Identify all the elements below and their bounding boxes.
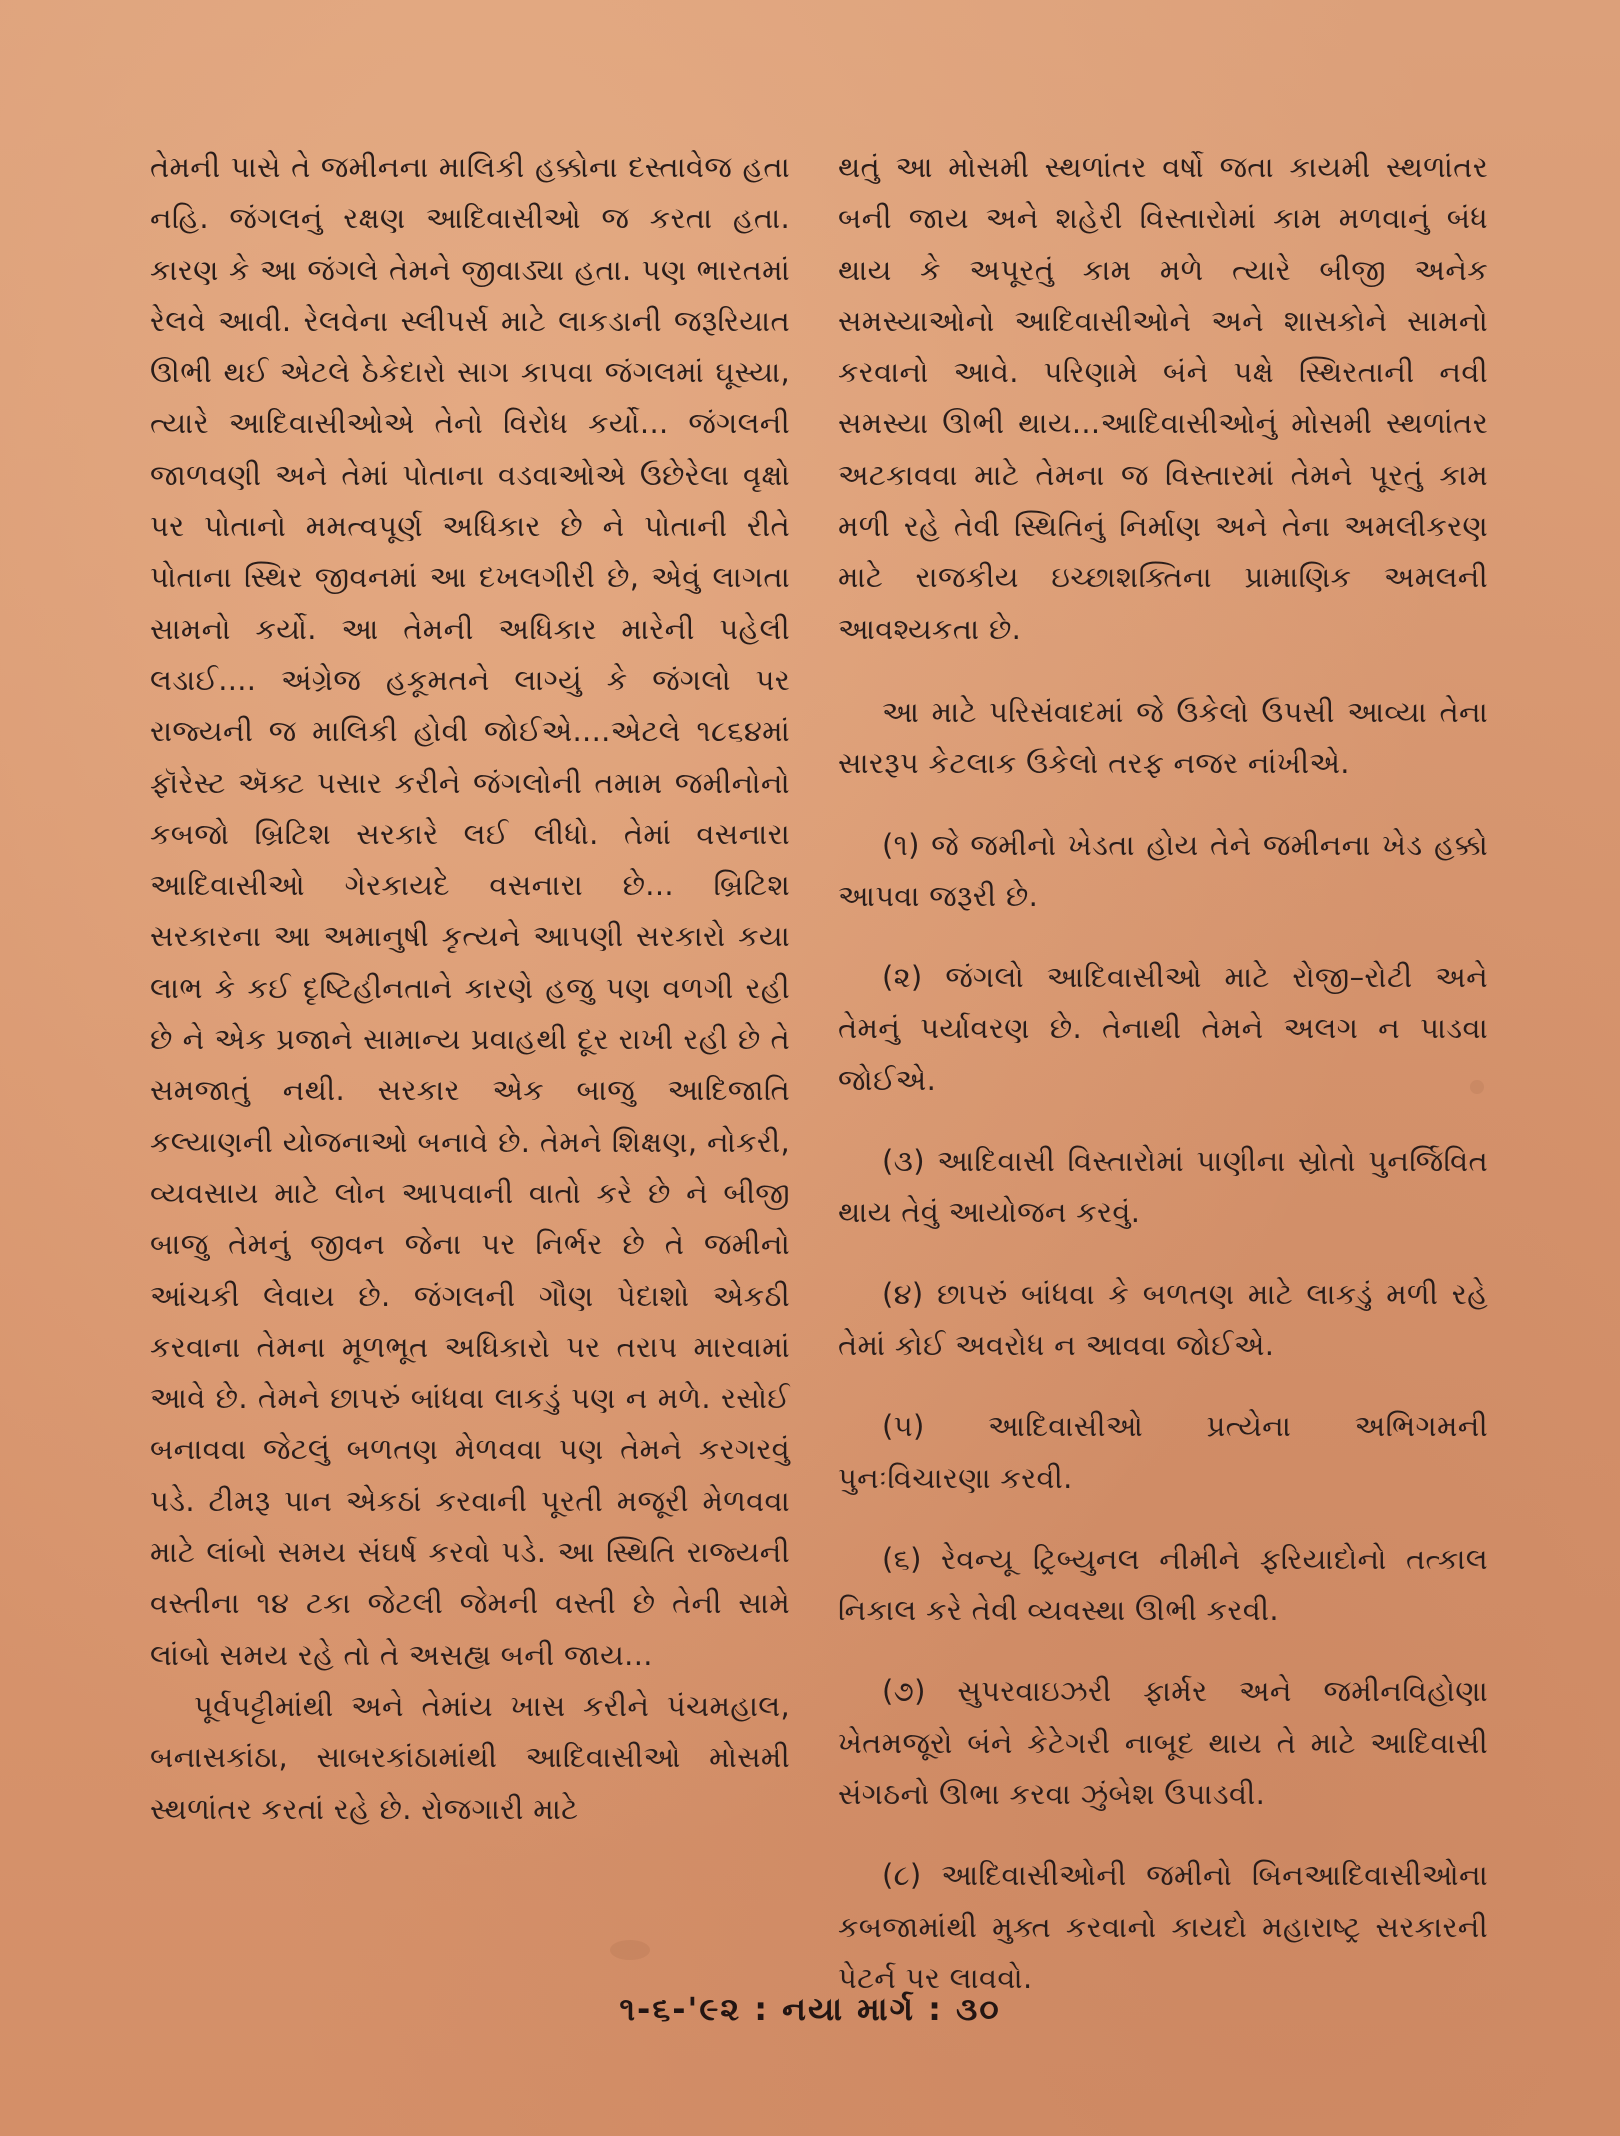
solution-item-4: (૪) છાપરું બાંધવા કે બળતણ માટે લાકડું મળી રહે તેમાં કોઈ અવરોધ ન આવવા જોઈએ. [838, 1276, 1488, 1362]
solution-item-6: (૬) રેવન્યૂ ટ્રિબ્યુનલ નીમીને ફરિયાદોનો તત્કાલ નિકાલ કરે તેવી વ્યવસ્થા ઊભી કરવી. [838, 1541, 1488, 1628]
right-column [838, 142, 1488, 2034]
solution-item-3: (૩) આદિવાસી વિસ્તારોમાં પાણીના સ્રોતો પુનર્જિવિત થાય તેવું આયોજન કરવું. [838, 1144, 1488, 1230]
left-paragraph-2: પૂર્વપટ્ટીમાંથી અને તેમાંય ખાસ કરીને પંચમહાલ, બનાસકાંઠા, સાબરકાંઠામાંથી આદિવાસીઓ મોસમી સ્થળાંતર કરતાં રહે છે. રોજગારી માટે [150, 1688, 790, 1826]
solution-item-2: (૨) જંગલો આદિવાસીઓ માટે રોજી–રોટી અને તેમનું પર્યાવરણ છે. તેનાથી તેમને અલગ ન પાડવા જોઈએ. [838, 960, 1488, 1097]
paper-stain [610, 1940, 650, 1960]
right-paragraph-2: આ માટે પરિસંવાદમાં જે ઉકેલો ઉપસી આવ્યા તેના સારરૂપ કેટલાક ઉકેલો તરફ નજર નાંખીએ. [838, 694, 1488, 781]
solution-item-1: (૧) જે જમીનો ખેડતા હોય તેને જમીનના ખેડ હક્કો આપવા જરૂરી છે. [838, 827, 1488, 913]
solution-item-8: (૮) આદિવાસીઓની જમીનો બિનઆદિવાસીઓના કબજામાંથી મુક્ત કરવાનો કાયદો મહારાષ્ટ્ર સરકારની પેટર્ન પર લાવવો. [838, 1858, 1488, 1995]
solution-item-7: (૭) સુપરવાઇઝરી ફાર્મર અને જમીનવિહોણા ખેતમજૂરો બંને કેટેગરી નાબૂદ થાય તે માટે આદિવાસી સંગઠનો ઊભા કરવા ઝુંબેશ ઉપાડવી. [838, 1674, 1488, 1812]
solution-item-5: (૫) આદિવાસીઓ પ્રત્યેના અભિગમની પુનઃવિચારણા કરવી. [838, 1409, 1488, 1495]
right-paragraph-1: થતું આ મોસમી સ્થળાંતર વર્ષો જતા કાયમી સ્થળાંતર બની જાય અને શહેરી વિસ્તારોમાં કામ મળવાનું બંધ થાય કે અપૂરતું કામ મળે ત્યારે બીજી અનેક સમસ્યાઓનો આદિવાસીઓને અને શાસકોને સામનો કરવાનો આવે. પરિણામે બંને પક્ષે સ્થિરતાની નવી સમસ્યા ઊભી થાય...આદિવાસીઓનું મોસમી સ્થળાંતર અટકાવવા માટે તેમના જ વિસ્તારમાં તેમને પૂરતું કામ મળી રહે તેવી સ્થિતિનું નિર્માણ અને તેના અમલીકરણ માટે રાજકીય ઇચ્છાશક્તિના પ્રામાણિક અમલની આવશ્યકતા છે. [838, 150, 1488, 646]
left-paragraph-1: તેમની પાસે તે જમીનના માલિકી હક્કોના દસ્તાવેજ હતા નહિ. જંગલનું રક્ષણ આદિવાસીઓ જ કરતા હતા. કારણ કે આ જંગલે તેમને જીવાડ્યા હતા. પણ ભારતમાં રેલવે આવી. રેલવેના સ્લીપર્સ માટે લાકડાની જરૂરિયાત ઊભી થઈ એટલે ઠેકેદારો સાગ કાપવા જંગલમાં ઘૂસ્યા, ત્યારે આદિવાસીઓએ તેનો વિરોધ કર્યો... જંગલની જાળવણી અને તેમાં પોતાના વડવાઓએ ઉછેરેલા વૃક્ષો પર પોતાનો મમત્વપૂર્ણ અધિકાર છે ને પોતાની રીતે પોતાના સ્થિર જીવનમાં આ દખલગીરી છે, એવું લાગતા સામનો કર્યો. આ તેમની અધિકાર મારેની પહેલી લડાઈ.... અંગ્રેજ હકૂમતને લાગ્યું કે જંગલો પર રાજ્યની જ માલિકી હોવી જોઈએ....એટલે ૧૮૬૪માં ફૉરેસ્ટ ઍક્ટ પસાર કરીને જંગલોની તમામ જમીનોનો કબજો બ્રિટિશ સરકારે લઈ લીધો. તેમાં વસનારા આદિવાસીઓ ગેરકાયદે વસનારા છે... બ્રિટિશ સરકારના આ અમાનુષી કૃત્યને આપણી સરકારો કયા લાભ કે કઈ દૃષ્ટિહીનતાને કારણે હજુ પણ વળગી રહી છે ને એક પ્રજાને સામાન્ય પ્રવાહથી દૂર રાખી રહી છે તે સમજાતું નથી. સરકાર એક બાજુ આદિજાતિ કલ્યાણની યોજનાઓ બનાવે છે. તેમને શિક્ષણ, નોકરી, વ્યવસાય માટે લોન આપવાની વાતો કરે છે ને બીજી બાજુ તેમનું જીવન જેના પર નિર્ભર છે તે જમીનો આંચકી લેવાય છે. જંગલની ગૌણ પેદાશો એકઠી કરવાના તેમના મૂળભૂત અધિકારો પર તરાપ મારવામાં આવે છે. તેમને છાપરું બાંધવા લાકડું પણ ન મળે. રસોઈ બનાવવા જેટલું બળતણ મેળવવા પણ તેમને કરગરવું પડે. ટીમરૂ પાન એકઠાં કરવાની પૂરતી મજૂરી મેળવવા માટે લાંબો સમય સંઘર્ષ કરવો પડે. આ સ્થિતિ રાજ્યની વસ્તીના ૧૪ ટકા જેટલી જેમની વસ્તી છે તેની સામે લાંબો સમય રહે તો તે અસહ્ય બની જાય... [150, 150, 790, 1672]
left-column [150, 142, 790, 1835]
page-footer: ૧-૬-'૯૨ : નયા માર્ગ : ૩૦ [619, 1990, 1001, 2028]
